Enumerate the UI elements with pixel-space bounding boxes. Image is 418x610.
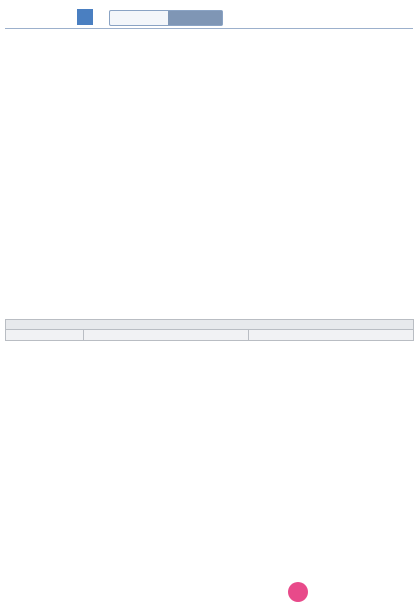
video-position [109,10,223,26]
video-timestamp [168,11,222,25]
header-color-a [84,330,249,340]
site-logo [286,578,414,606]
color-table [5,319,413,341]
page-header [5,8,413,26]
header-divider [5,28,413,29]
logo-mark-icon [288,582,308,602]
part-badge [77,9,93,25]
header-color-b [249,330,414,340]
table-caption [6,320,414,330]
crochet-chart [0,46,418,298]
header-rounds [6,330,84,340]
